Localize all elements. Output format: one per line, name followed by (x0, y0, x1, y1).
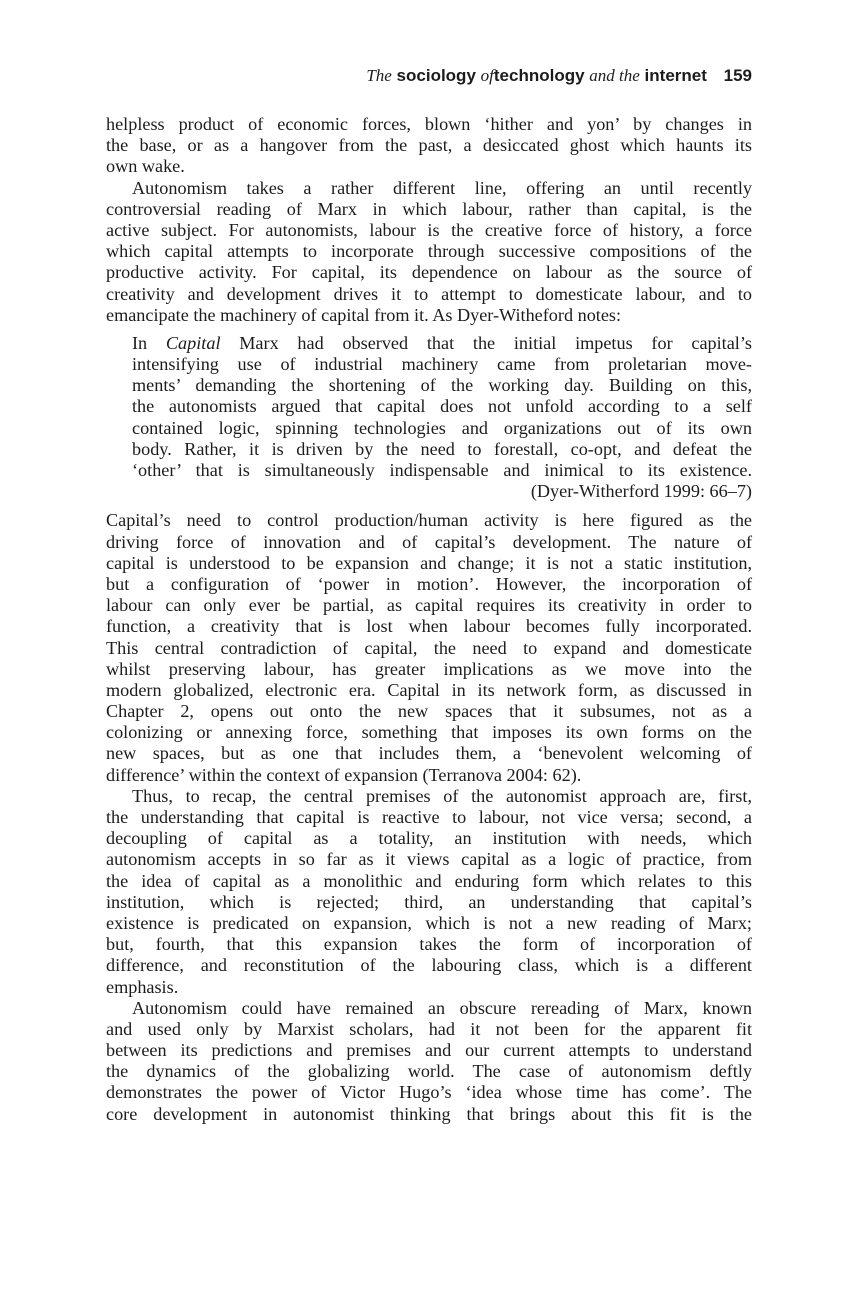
text-line: capital is understood to be expansion and change; it is not a static institution, (106, 552, 752, 573)
text-line: but, fourth, that this expansion takes the form of incorporation of (106, 934, 752, 955)
text-line: which capital attempts to incorporate through successive compositions of the (106, 241, 752, 262)
running-head-word: internet (644, 66, 707, 85)
paragraph-1 (106, 114, 752, 178)
page-body (106, 114, 752, 1125)
text-line: ments’ demanding the shortening of the working day. Building on this, (132, 375, 752, 396)
text-line: colonizing or annexing force, something that imposes its own forms on the (106, 722, 752, 743)
text-line: intensifying use of industrial machinery came from proletarian move- (132, 354, 752, 375)
text-line: new spaces, but as one that includes them, a ‘benevolent welcoming of (106, 743, 752, 764)
book-title: Capital (165, 332, 221, 353)
text-line: This central contradiction of capital, the need to expand and domesticate (106, 637, 752, 658)
text-line: whilst preserving labour, has greater implications as we move into the (106, 658, 752, 679)
running-head (106, 64, 752, 88)
quote-text: Marx had observed that the initial impetus for capital’s (220, 332, 752, 353)
text-line: Thus, to recap, the central premises of the autonomist approach are, first, (132, 785, 752, 806)
text-line: driving force of innovation and of capital’s development. The nature of (106, 531, 752, 552)
text-line: own wake. (106, 156, 185, 177)
text-line: labour can only ever be partial, as capital requires its creativity in order to (106, 595, 752, 616)
running-head-word: The (366, 66, 392, 85)
text-line: autonomism accepts in so far as it views capital as a logic of practice, from (106, 849, 752, 870)
text-line: modern globalized, electronic era. Capital in its network form, as discussed in (106, 679, 752, 700)
running-head-word: technology (493, 66, 585, 85)
block-quote (132, 333, 752, 503)
text-line: the dynamics of the globalizing world. The case of autonomism deftly (106, 1061, 752, 1082)
text-line: existence is predicated on expansion, which is not a new reading of Marx; (106, 912, 752, 933)
text-line: the base, or as a hangover from the past, a desiccated ghost which haunts its (106, 135, 752, 156)
running-head-word: of (480, 66, 494, 85)
text-line: creativity and development drives it to attempt to domesticate labour, and to (106, 283, 752, 304)
text-line: Capital’s need to control production/human activity is here figured as the (106, 510, 752, 531)
text-line: but a configuration of ‘power in motion’. However, the incorporation of (106, 573, 752, 594)
text-line: the understanding that capital is reactive to labour, not vice versa; second, a (106, 807, 752, 827)
text-line: emphasis. (106, 976, 179, 997)
text-line: controversial reading of Marx in which labour, rather than capital, is the (106, 198, 752, 219)
text-line: the autonomists argued that capital does not unfold according to a self (132, 396, 752, 417)
text-line: ‘other’ that is simultaneously indispensable and inimical to its existence. (132, 460, 752, 480)
text-line: demonstrates the power of Victor Hugo’s ‘idea whose time has come’. The (106, 1082, 752, 1103)
text-line: decoupling of capital as a totality, an institution with needs, which (106, 828, 752, 849)
text-line: Autonomism takes a rather different line, offering an until recently (132, 177, 752, 198)
text-line: contained logic, spinning technologies and organizations out of its own (132, 417, 752, 438)
text-line: emancipate the machinery of capital from it. As Dyer-Witheford notes: (106, 304, 622, 325)
text-line (132, 333, 752, 354)
paragraph-3 (106, 510, 752, 785)
text-line: active subject. For autonomists, labour is the creative force of history, a force (106, 219, 752, 240)
text-line: Autonomism could have remained an obscure rereading of Marx, known (132, 997, 752, 1018)
running-head-word: and the (589, 66, 640, 85)
text-line: difference’ within the context of expansion (Terranova 2004: 62). (106, 764, 582, 785)
paragraph-5 (106, 998, 752, 1125)
text-line: institution, which is rejected; third, an understanding that capital’s (106, 891, 752, 912)
quote-text: In (132, 332, 166, 353)
text-line: helpless product of economic forces, blown ‘hither and yon’ by changes in (106, 114, 752, 134)
text-line: between its predictions and premises and our current attempts to understand (106, 1040, 752, 1061)
text-line: Chapter 2, opens out onto the new spaces that it subsumes, not as a (106, 701, 752, 722)
paragraph-4 (106, 786, 752, 998)
text-line: difference, and reconstitution of the labouring class, which is a different (106, 955, 752, 976)
text-line: the idea of capital as a monolithic and enduring form which relates to this (106, 870, 752, 891)
page-number: 159 (723, 66, 752, 85)
text-line: body. Rather, it is driven by the need to forestall, co-opt, and defeat the (132, 438, 752, 459)
paragraph-2 (106, 178, 752, 326)
text-line: function, a creativity that is lost when labour becomes fully incorporated. (106, 616, 752, 637)
text-line: productive activity. For capital, its dependence on labour as the source of (106, 262, 752, 283)
text-line: and used only by Marxist scholars, had it not been for the apparent fit (106, 1018, 752, 1039)
running-head-word: sociology (396, 66, 476, 85)
citation: (Dyer-Witherford 1999: 66–7) (530, 481, 752, 502)
text-line: core development in autonomist thinking that brings about this fit is the (106, 1103, 752, 1124)
